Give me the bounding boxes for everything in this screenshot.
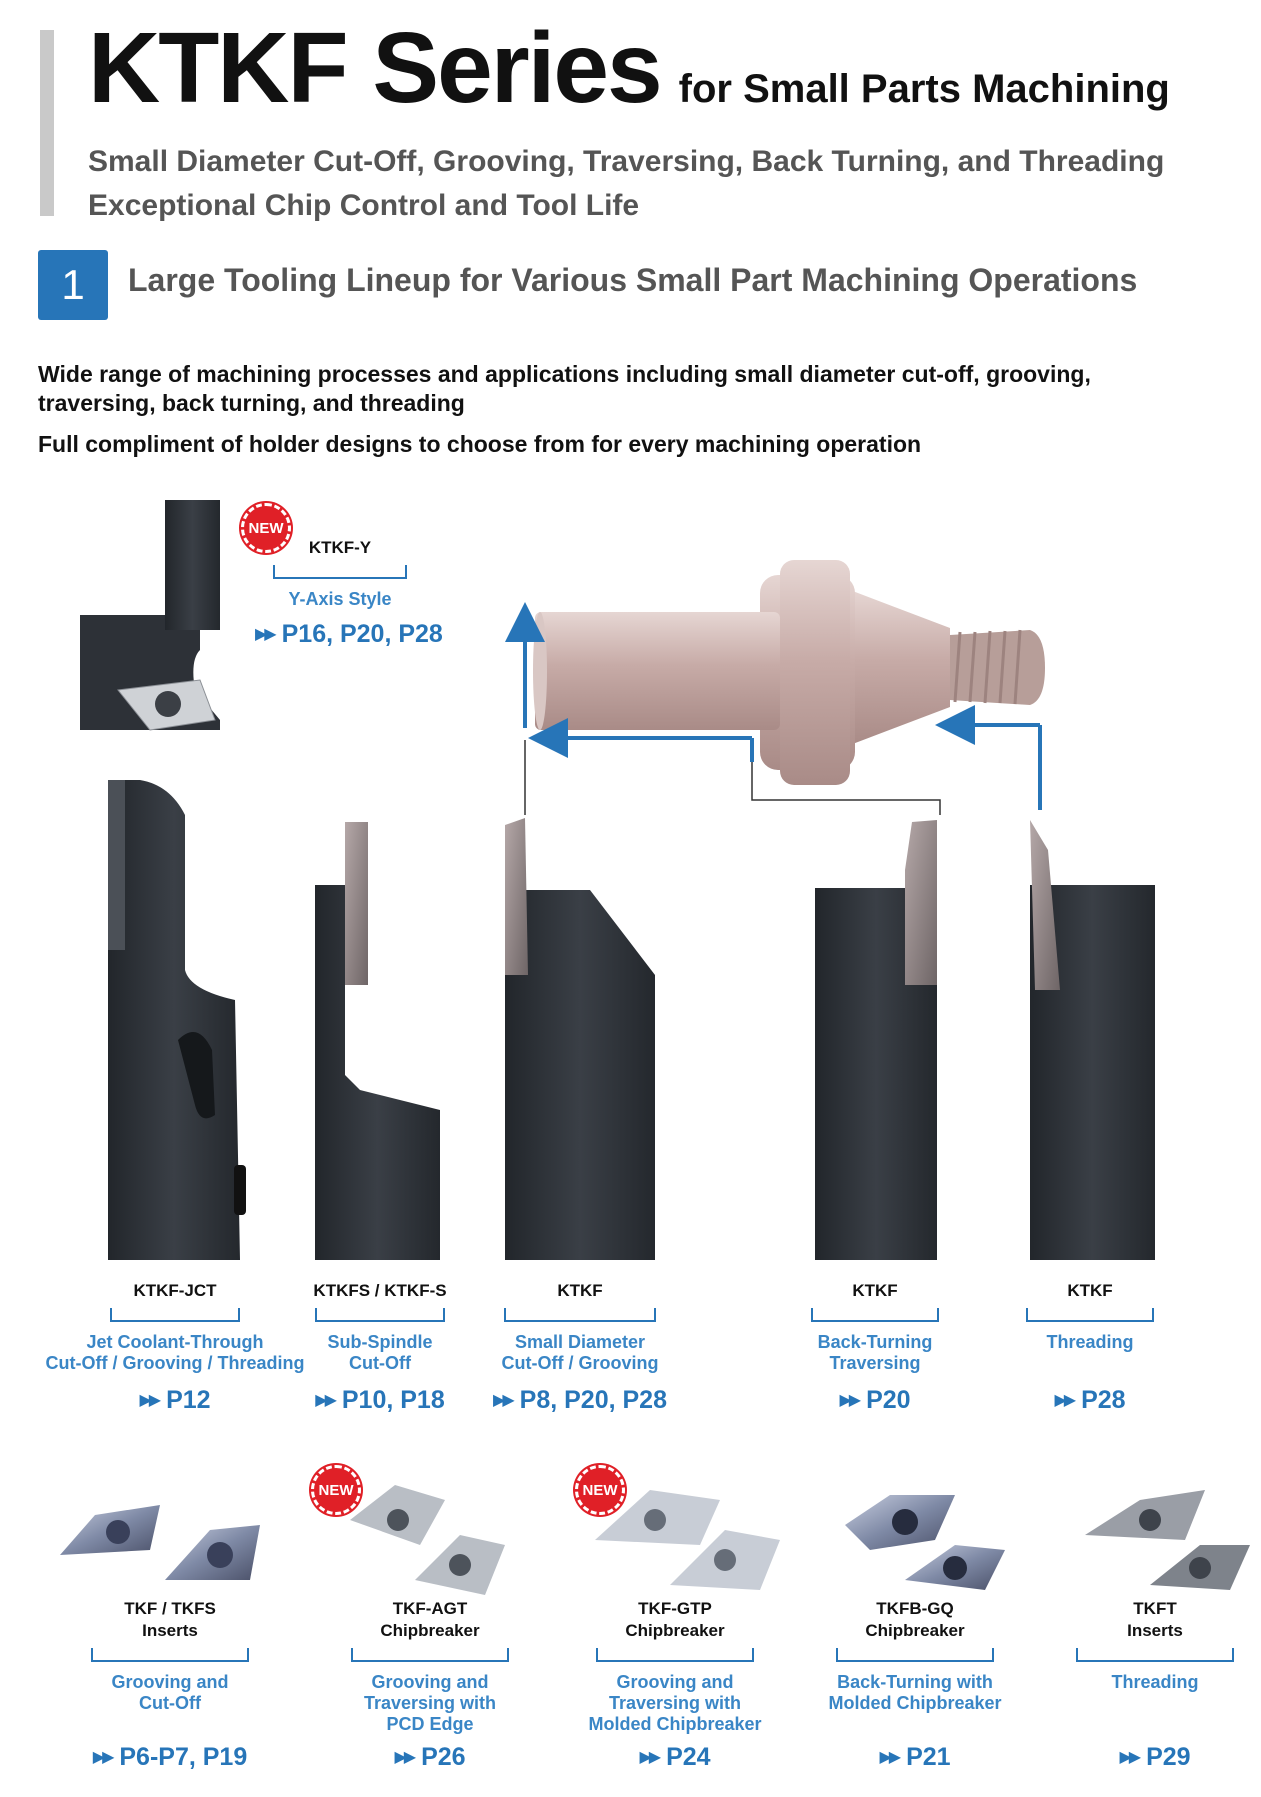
page-ref-text: P8, P20, P28 bbox=[519, 1386, 667, 1414]
label-bracket bbox=[273, 565, 407, 579]
page-ref-ktkf-y[interactable] bbox=[255, 620, 465, 649]
application-line: Cut-Off bbox=[349, 1353, 411, 1373]
application-line: Molded Chipbreaker bbox=[588, 1714, 762, 1734]
new-badge: NEW bbox=[575, 1465, 625, 1515]
product-name: KTKF bbox=[1067, 1281, 1113, 1300]
insert-tkf-agt-image bbox=[350, 1485, 505, 1595]
product-name bbox=[575, 1598, 775, 1642]
application-line: PCD Edge bbox=[386, 1714, 474, 1734]
label-bracket bbox=[596, 1648, 754, 1662]
arrow-icon: ▶▶ bbox=[879, 1749, 899, 1766]
application-line: Jet Coolant-Through bbox=[86, 1332, 264, 1352]
ktkf-y-tool-image bbox=[80, 500, 220, 730]
product-name-line: Chipbreaker bbox=[380, 1621, 480, 1640]
page-ref[interactable] bbox=[795, 1386, 955, 1415]
product-name-line: Inserts bbox=[142, 1621, 198, 1640]
application-line: Back-Turning bbox=[817, 1332, 933, 1352]
holder-ktkf-back-turning-image bbox=[815, 820, 937, 1260]
holder-ktkf-jct-image bbox=[108, 780, 246, 1260]
page-ref-text: P29 bbox=[1146, 1743, 1191, 1771]
label-holder-ktkf-jct bbox=[40, 1280, 310, 1415]
arrow-icon: ▶▶ bbox=[839, 1392, 859, 1409]
description-2: Full compliment of holder designs to choose from for every machining operation bbox=[38, 431, 922, 457]
application-line: Threading bbox=[1046, 1332, 1134, 1352]
insert-tkf-image bbox=[60, 1505, 260, 1580]
page-ref-text: P21 bbox=[906, 1743, 951, 1771]
insert-tkfb-gq-image bbox=[845, 1495, 1005, 1590]
label-ktkf-y bbox=[260, 537, 420, 610]
insert-tkft-image bbox=[1085, 1490, 1250, 1590]
arrow-icon: ▶▶ bbox=[315, 1392, 334, 1409]
application-line: Molded Chipbreaker bbox=[828, 1693, 1002, 1713]
label-holder-ktkf-threading bbox=[1010, 1280, 1170, 1415]
application-line bbox=[1065, 1693, 1245, 1714]
application-line: Traversing bbox=[829, 1353, 921, 1373]
page-ref[interactable] bbox=[480, 1386, 680, 1415]
holder-ktkf-threading-image bbox=[1030, 820, 1155, 1260]
arrow-icon: ▶▶ bbox=[493, 1392, 512, 1409]
arrow-icon: ▶▶ bbox=[92, 1749, 112, 1766]
product-name: KTKF-JCT bbox=[133, 1281, 217, 1300]
label-insert-tkf-gtp bbox=[575, 1598, 775, 1772]
label-bracket bbox=[1026, 1308, 1154, 1322]
label-bracket bbox=[91, 1648, 249, 1662]
page-ref[interactable] bbox=[40, 1386, 310, 1415]
arrow-icon: ▶▶ bbox=[639, 1749, 659, 1766]
product-name: KTKF bbox=[852, 1281, 898, 1300]
page-ref[interactable] bbox=[70, 1743, 270, 1772]
product-name bbox=[330, 1598, 530, 1642]
application-line: Traversing with bbox=[363, 1693, 497, 1713]
label-holder-ktkf-back-turning bbox=[795, 1280, 955, 1415]
label-bracket bbox=[351, 1648, 509, 1662]
insert-tkf-gtp-image bbox=[595, 1490, 780, 1590]
label-bracket bbox=[836, 1648, 994, 1662]
application-text bbox=[300, 1332, 460, 1374]
product-name-line: TKF-GTP bbox=[638, 1599, 712, 1618]
page-ref[interactable] bbox=[1010, 1386, 1170, 1415]
application-text: Y-Axis Style bbox=[288, 589, 392, 609]
product-name bbox=[70, 1598, 270, 1642]
application-text bbox=[1065, 1672, 1245, 1735]
subtitle-line-1: Small Diameter Cut-Off, Grooving, Traversing, Back Turning, and Threading bbox=[88, 145, 1165, 178]
page-ref[interactable] bbox=[300, 1386, 460, 1415]
product-name: KTKFS / KTKF-S bbox=[313, 1281, 447, 1300]
application-text bbox=[795, 1332, 955, 1374]
new-badge: NEW bbox=[241, 503, 291, 553]
label-insert-tkft bbox=[1065, 1598, 1245, 1772]
application-line bbox=[1065, 1714, 1245, 1735]
application-text bbox=[480, 1332, 680, 1374]
label-bracket bbox=[504, 1308, 656, 1322]
application-line bbox=[70, 1714, 270, 1735]
application-line: Cut-Off bbox=[139, 1693, 201, 1713]
application-text bbox=[40, 1332, 310, 1374]
application-line: Small Diameter bbox=[514, 1332, 646, 1352]
product-name bbox=[1065, 1598, 1245, 1642]
product-name-line: TKF / TKFS bbox=[124, 1599, 216, 1618]
application-line: Sub-Spindle bbox=[327, 1332, 433, 1352]
product-name-line: Chipbreaker bbox=[625, 1621, 725, 1640]
product-name-line: Inserts bbox=[1127, 1621, 1183, 1640]
application-text bbox=[575, 1672, 775, 1735]
new-badge: NEW bbox=[311, 1465, 361, 1515]
application-text bbox=[1010, 1332, 1170, 1374]
product-name-line: TKFT bbox=[1133, 1599, 1177, 1618]
page-ref-text: P20 bbox=[866, 1386, 911, 1414]
page-ref[interactable] bbox=[1065, 1743, 1245, 1772]
application-line bbox=[815, 1714, 1015, 1735]
application-text bbox=[330, 1672, 530, 1735]
application-text bbox=[815, 1672, 1015, 1735]
application-line: Cut-Off / Grooving / Threading bbox=[45, 1353, 305, 1373]
product-name: KTKF bbox=[557, 1281, 603, 1300]
page-ref-text: P26 bbox=[421, 1743, 466, 1771]
page-ref-text: P28 bbox=[1081, 1386, 1126, 1414]
page-ref-text: P6-P7, P19 bbox=[119, 1743, 248, 1771]
application-line: Back-Turning with bbox=[837, 1672, 993, 1692]
title-suffix: for Small Parts Machining bbox=[678, 67, 1170, 111]
label-holder-ktkfs bbox=[300, 1280, 460, 1415]
application-text bbox=[70, 1672, 270, 1735]
label-bracket bbox=[1076, 1648, 1234, 1662]
application-line: Grooving and bbox=[616, 1672, 734, 1692]
product-name: KTKF-Y bbox=[308, 538, 372, 557]
label-bracket bbox=[110, 1308, 240, 1322]
subtitle-line-2: Exceptional Chip Control and Tool Life bbox=[88, 189, 640, 222]
holder-ktkfs-image bbox=[315, 822, 440, 1260]
page-ref-text: P16, P20, P28 bbox=[281, 620, 443, 648]
section-number: 1 bbox=[38, 250, 108, 320]
section-heading: Large Tooling Lineup for Various Small Part Machining Operations bbox=[128, 262, 1138, 298]
page-ref-text: P10, P18 bbox=[341, 1386, 445, 1414]
label-insert-tkf-agt bbox=[330, 1598, 530, 1772]
arrow-icon: ▶▶ bbox=[1054, 1392, 1074, 1409]
product-name-line: Chipbreaker bbox=[865, 1621, 965, 1640]
application-line: Cut-Off / Grooving bbox=[501, 1353, 659, 1373]
page-ref-text: P24 bbox=[666, 1743, 711, 1771]
label-bracket bbox=[315, 1308, 445, 1322]
application-line: Traversing with bbox=[608, 1693, 742, 1713]
page-ref-text: P12 bbox=[166, 1386, 211, 1414]
product-name bbox=[815, 1598, 1015, 1642]
arrow-icon: ▶▶ bbox=[1119, 1749, 1139, 1766]
holder-ktkf-small-diameter-image bbox=[505, 818, 655, 1260]
label-insert-tkf bbox=[70, 1598, 270, 1772]
product-name-line: TKFB-GQ bbox=[876, 1599, 954, 1618]
arrow-icon: ▶▶ bbox=[394, 1749, 414, 1766]
page-ref[interactable] bbox=[815, 1743, 1015, 1772]
application-line: Grooving and bbox=[371, 1672, 489, 1692]
application-line: Threading bbox=[1111, 1672, 1199, 1692]
label-bracket bbox=[811, 1308, 939, 1322]
leader-lines bbox=[525, 740, 940, 815]
description-1: Wide range of machining processes and applications including small diameter cut-off, grooving, traversing, back turning, and threading bbox=[38, 361, 1091, 416]
title-main: KTKF Series bbox=[88, 12, 661, 124]
page-ref[interactable] bbox=[575, 1743, 775, 1772]
arrow-icon: ▶▶ bbox=[255, 626, 274, 643]
page-ref[interactable] bbox=[330, 1743, 530, 1772]
workpiece-image bbox=[533, 560, 1045, 785]
application-line bbox=[1010, 1353, 1170, 1374]
arrow-icon: ▶▶ bbox=[139, 1392, 159, 1409]
application-line: Grooving and bbox=[111, 1672, 229, 1692]
product-name-line: TKF-AGT bbox=[392, 1599, 468, 1618]
label-holder-ktkf-small-diameter bbox=[480, 1280, 680, 1415]
label-insert-tkfb-gq bbox=[815, 1598, 1015, 1772]
